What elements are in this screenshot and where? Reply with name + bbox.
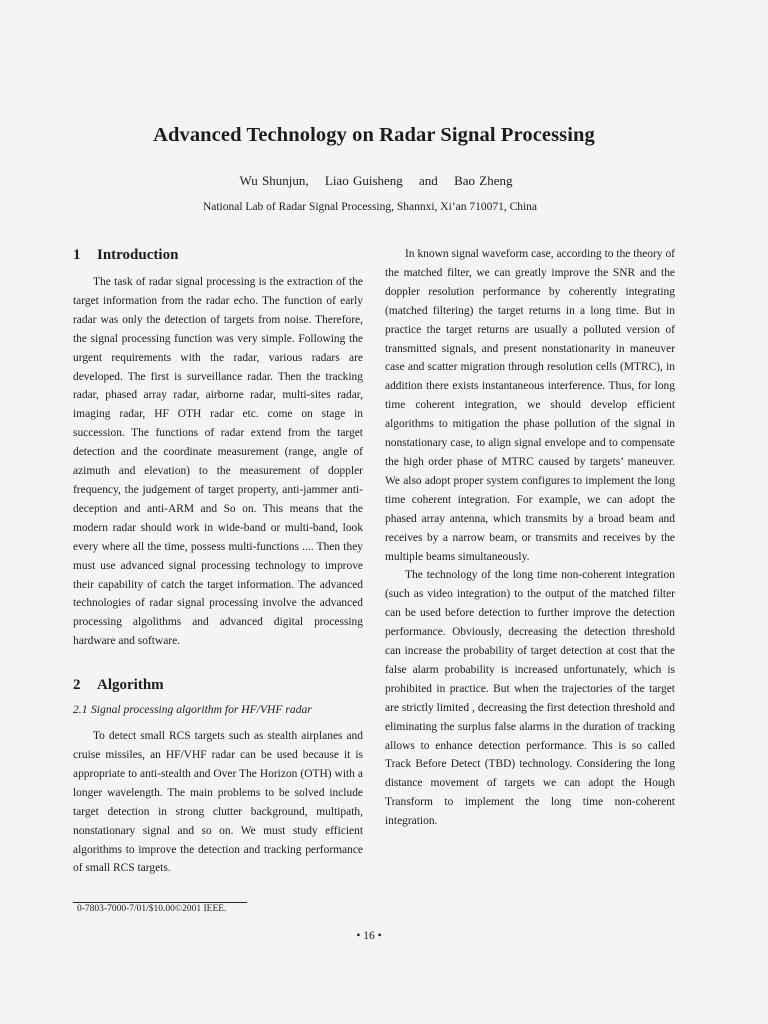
author-3: Bao Zheng bbox=[454, 173, 513, 188]
section-number: 1 bbox=[73, 247, 81, 263]
author-2: Liao Guisheng bbox=[324, 173, 403, 188]
section-title: Algorithm bbox=[97, 677, 164, 694]
footnote-divider bbox=[73, 902, 247, 903]
affiliation: National Lab of Radar Signal Processing, Shannxi, Xi’an 710071, China bbox=[202, 201, 538, 213]
page-number: • 16 • bbox=[356, 930, 382, 942]
author-1: Wu Shunjun, bbox=[239, 173, 309, 188]
subsection-heading bbox=[73, 701, 363, 719]
section-heading-algorithm bbox=[73, 675, 363, 695]
right-column bbox=[385, 245, 675, 831]
section-number: 2 bbox=[73, 677, 81, 694]
subsection-title: Signal processing algorithm for HF/VHF radar bbox=[91, 703, 312, 717]
section-title: Introduction bbox=[97, 247, 179, 263]
right-paragraph-1: In known signal waveform case, according to the theory of the matched filter, we can greatly improve the SNR and the doppler resolution performance by coherently integrating (matched filtering) the target returns in a long time. But in practice the target returns are usually a polluted version of transmitted signals, and present nonstationarity in maneuver case and scatter migration through resolution cells (MTRC), in addition there exists instantaneous interference. Thus, for long time coherent integration, we should develop efficient algorithms to mitigation the phase pollution of the signal in nonstationary case, to align signal envelope and to compensate the high order phase of MTRC caused by targets’ maneuver. We also adopt proper system configures to implement the long time coherent integration. For example, we can adopt the phased array antenna, which transmits by a broad beam and receives by a narrow beam, or transmits and receives by the multiple beams simultaneously. bbox=[385, 248, 675, 563]
right-paragraph-2: The technology of the long time non-coherent integration (such as video integration) to the output of the matched filter can be used before detection to further improve the detection performance. Obviously, decreasing the detection threshold can increase the probability of target detection at cost that the false alarm probability is increased unfortunately, which is prohibited in practice. But when the trajectories of the target are strictly limited , decreasing the first detection threshold and eliminating the surplus false alarms in the duration of tracking allows to enhance detection performance. This is so called Track Before Detect (TBD) technology. Considering the long distance movement of targets we can adopt the Hough Transform to implement the long time non-coherent integration. bbox=[385, 569, 675, 828]
author-line bbox=[0, 173, 752, 189]
intro-paragraph: The task of radar signal processing is the extraction of the target information from the radar echo. The function of early radar was only the detection of targets from noise. Therefore, the signal processing function was very simple. Following the urgent requirements with the radar, various radars are developed. The first is surveillance radar. Then the tracking radar, phased array radar, airborne radar, multi-sites radar, imaging radar, HF OTH radar etc. come on stage in succession. The functions of radar extend from the target detection and the coordinate measurement (range, angle of azimuth and elevation) to the measurement of doppler frequency, the judgement of target property, anti-jammer anti-deception and anti-ARM and So on. This means that the modern radar should work in wide-band or multi-band, look every where all the time, possess multi-functions .... Then they must use advanced signal processing technology to improve their capability of catch the target information. The advanced technologies of radar signal processing involve the advanced processing algolithms and advanced digital processing hardware and software. bbox=[73, 276, 363, 648]
paper-title: Advanced Technology on Radar Signal Processing bbox=[153, 124, 595, 146]
copyright-footnote: 0-7803-7000-7/01/$10.00©2001 IEEE. bbox=[77, 904, 227, 914]
algorithm-paragraph: To detect small RCS targets such as stealth airplanes and cruise missiles, an HF/VHF radar can be used because it is appropriate to anti-stealth and Over The Horizon (OTH) with a longer wavelength. The main problems to be solved include target detection in strong clutter background, multipath, nonstationary signal and so on. We must study efficient algorithms to improve the detection and tracking performance of small RCS targets. bbox=[73, 730, 363, 875]
subsection-number: 2.1 bbox=[73, 703, 88, 717]
left-column bbox=[73, 245, 363, 878]
author-conjunction: and bbox=[419, 173, 438, 188]
section-heading-introduction bbox=[73, 245, 363, 265]
